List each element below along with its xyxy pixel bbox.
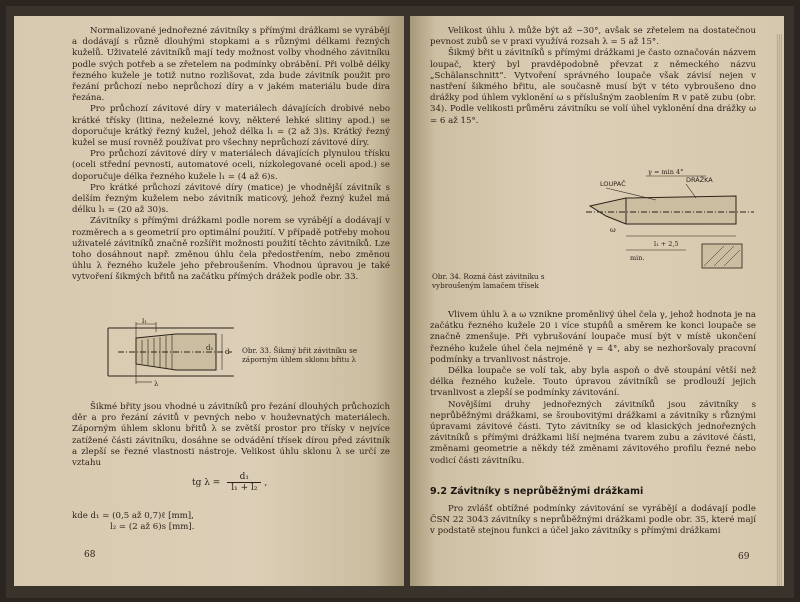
where-line-1: kde d₁ = (0,5 až 0,7)ℓ [mm], (72, 511, 194, 521)
where-line-2: l₂ = (2 až 6)s [mm]. (110, 522, 195, 532)
figure-34-caption: Obr. 34. Rozná část závitníku s vybroušeným lamačem třísek (432, 272, 545, 290)
page-edge (776, 34, 782, 586)
right-page (410, 16, 784, 586)
paragraph: Délka loupače se volí tak, aby byla aspoň o dvě stoupání větší než délka řezného kužele. Touto úpravou závitníků se prodlouží jejich trvanlivost a zlepší se podmínky závitování. (430, 366, 756, 399)
right-text-bottom (430, 504, 756, 538)
paragraph: Pro krátké průchozí závitové díry (matice) je vhodnější závitník s delším řezným kuželem nebo závitník maticový, jehož řezný kužel má délku l₁ = (20 až 30)s. (72, 182, 390, 216)
paragraph: Vlivem úhlu λ a ω vznikne proměnlivý úhel čela γ, jehož hodnota je na začátku řezného kužele 20 i více stupňů a směrem ke konci loupače se značně zmenšuje. Při vybrušování loupače musí být v místě ukončení řezného kužele úhel čela nejméně γ = 4°, aby se nezhoršovaly pracovní podmínky a trvanlivost nástroje. (430, 310, 756, 365)
label-drazka: DRÁŽKA (686, 176, 713, 184)
paragraph: Závitníky s přímými drážkami podle norem se vyrábějí a dodávají v rozměrech a s geometrií pro optimální použití. V případě potřeby mohou uživatelé závitníků značně rozšířit možnosti použití těchto závitníků. Lze toho dosáhnout např. změnou úhlu čela předostřením, nebo změnou úhlu λ řezného kužele jeho přebroušením. Vhodnou úpravou je také vytvoření šikmých břitů na začátku přímých drážek podle obr. 33. (72, 216, 390, 283)
formula-fraction (227, 472, 261, 493)
paragraph: Pro průchozí závitové díry v materiálech dávajících plynulou třísku (oceli střední pevnosti, automatové oceli, nízkolegované oceli apod.) se doporučuje délka řezného kužele l₁ = (4 až 6)s. (72, 149, 390, 182)
label-min: min. (630, 254, 645, 262)
right-text-middle (430, 310, 756, 467)
label-lambda: λ (154, 380, 159, 388)
left-text-bottom (72, 402, 390, 469)
label-d: d (225, 348, 230, 356)
formula-denominator: l₁ + l₂ (231, 483, 258, 493)
section-heading: 9.2 Závitníky s neprůběžnými drážkami (430, 486, 644, 497)
left-text-top (72, 26, 390, 284)
page-number: 69 (738, 552, 750, 562)
paragraph: Novějšími druhy jednořezných závitníků jsou závitníky s neprůběžnými drážkami, se šroubovitými drážkami a závitníky s různými úpravami závitové části. Tyto závitníky se od klasických jednořezných závitníků s přímými drážkami liší nejména tvarem zubu a závitové části, změnami geometrie a někdy též změnami závitového profilu řezné nebo vodicí části závitníku. (430, 399, 756, 466)
paragraph: Pro průchozí závitové díry v materiálech dávajících drobivé nebo krátké třísky (litina, neželezné kovy, některé lehké slitiny apod.) se doporučuje krátký řezný kužel, jehož délka l₁ = (2 až 3)s. Krátký řezný kužel se musí rovněž používat pro všechny neprůchozí závitové díry. (72, 104, 390, 149)
label-l1: l₁ (142, 318, 148, 325)
page-number: 68 (84, 550, 96, 560)
label-d1: d₁ (206, 344, 214, 352)
book-spread (6, 6, 794, 598)
label-omega: ω (610, 226, 616, 234)
figure-33-diagram (106, 318, 236, 388)
formula-lhs: tg λ = (192, 478, 224, 488)
formula (192, 472, 267, 493)
label-gamma: γ = min 4° (648, 168, 684, 176)
figure-34-diagram (586, 166, 756, 276)
paragraph: Velikost úhlu λ může být až −30°, avšak se zřetelem na dostatečnou pevnost zubů se v praxi využívá rozsah λ = 5 až 15°. (430, 26, 756, 48)
right-text-top (430, 26, 756, 127)
formula-tail: , (264, 478, 268, 488)
formula-numerator: d₁ (227, 472, 261, 483)
left-page (14, 16, 404, 586)
paragraph: Šikmé břity jsou vhodné u závitníků pro řezání dlouhých průchozích děr a pro řezání závitů v pevných nebo v houževnatých materiálech. Záporným úhlem sklonu břitů λ se zvětší prostor pro třísky v nejvíce zatížené části závitníku, dosáhne se odvádění třísek dírou před závitník a zlepší se řezné vlastnosti nástroje. Velikost úhlu sklonu λ se určí ze vztahu (72, 402, 390, 469)
paragraph: Pro zvlášť obtížné podmínky závitování se vyrábějí a dodávají podle ČSN 22 3043 závitníky s neprůběžnými drážkami podle obr. 35, které mají v podstatě stejnou funkci a účel jako závitníky s přímými drážkami (430, 504, 756, 537)
paragraph: Šikmý břit u závitníků s přímými drážkami je často označován názvem loupač, který byl pravděpodobně převzat z německého názvu „Schälanschnitt“. Vytvoření správného loupače však závisí nejen v nastření šikmého břitu, ale současně musí být v této vybroušeno dno drážky pod úhlem vyklonění ω s příslušným zaoblením R v patě zubu (obr. 34). Podle velikosti průměru závitníku se volí úhel vyklonění dna drážky ω = 6 až 15°. (430, 48, 756, 126)
figure-33-caption: Obr. 33. Šikmý břit závitníku se záporným úhlem sklonu břitu λ (242, 346, 358, 364)
label-loupac: LOUPAČ (600, 180, 626, 188)
paragraph: Normalizované jednořezné závitníky s přímými drážkami se vyrábějí a dodávají s různě dlouhými stopkami a s různými délkami řezných kuželů. Uživatelé závitníků mají tedy možnost volby vhodného závitníku podle svých potřeb a se zřetelem na podmínky obrábění. Při volbě délky řezného kužele je totiž nutno rozlišovat, zda bude závitník použit pro řezání průchozí nebo neprůchozí díry a v jakém materiálu bude díra řezána. (72, 26, 390, 104)
label-l1: l₁ + 2,5 (654, 240, 679, 248)
